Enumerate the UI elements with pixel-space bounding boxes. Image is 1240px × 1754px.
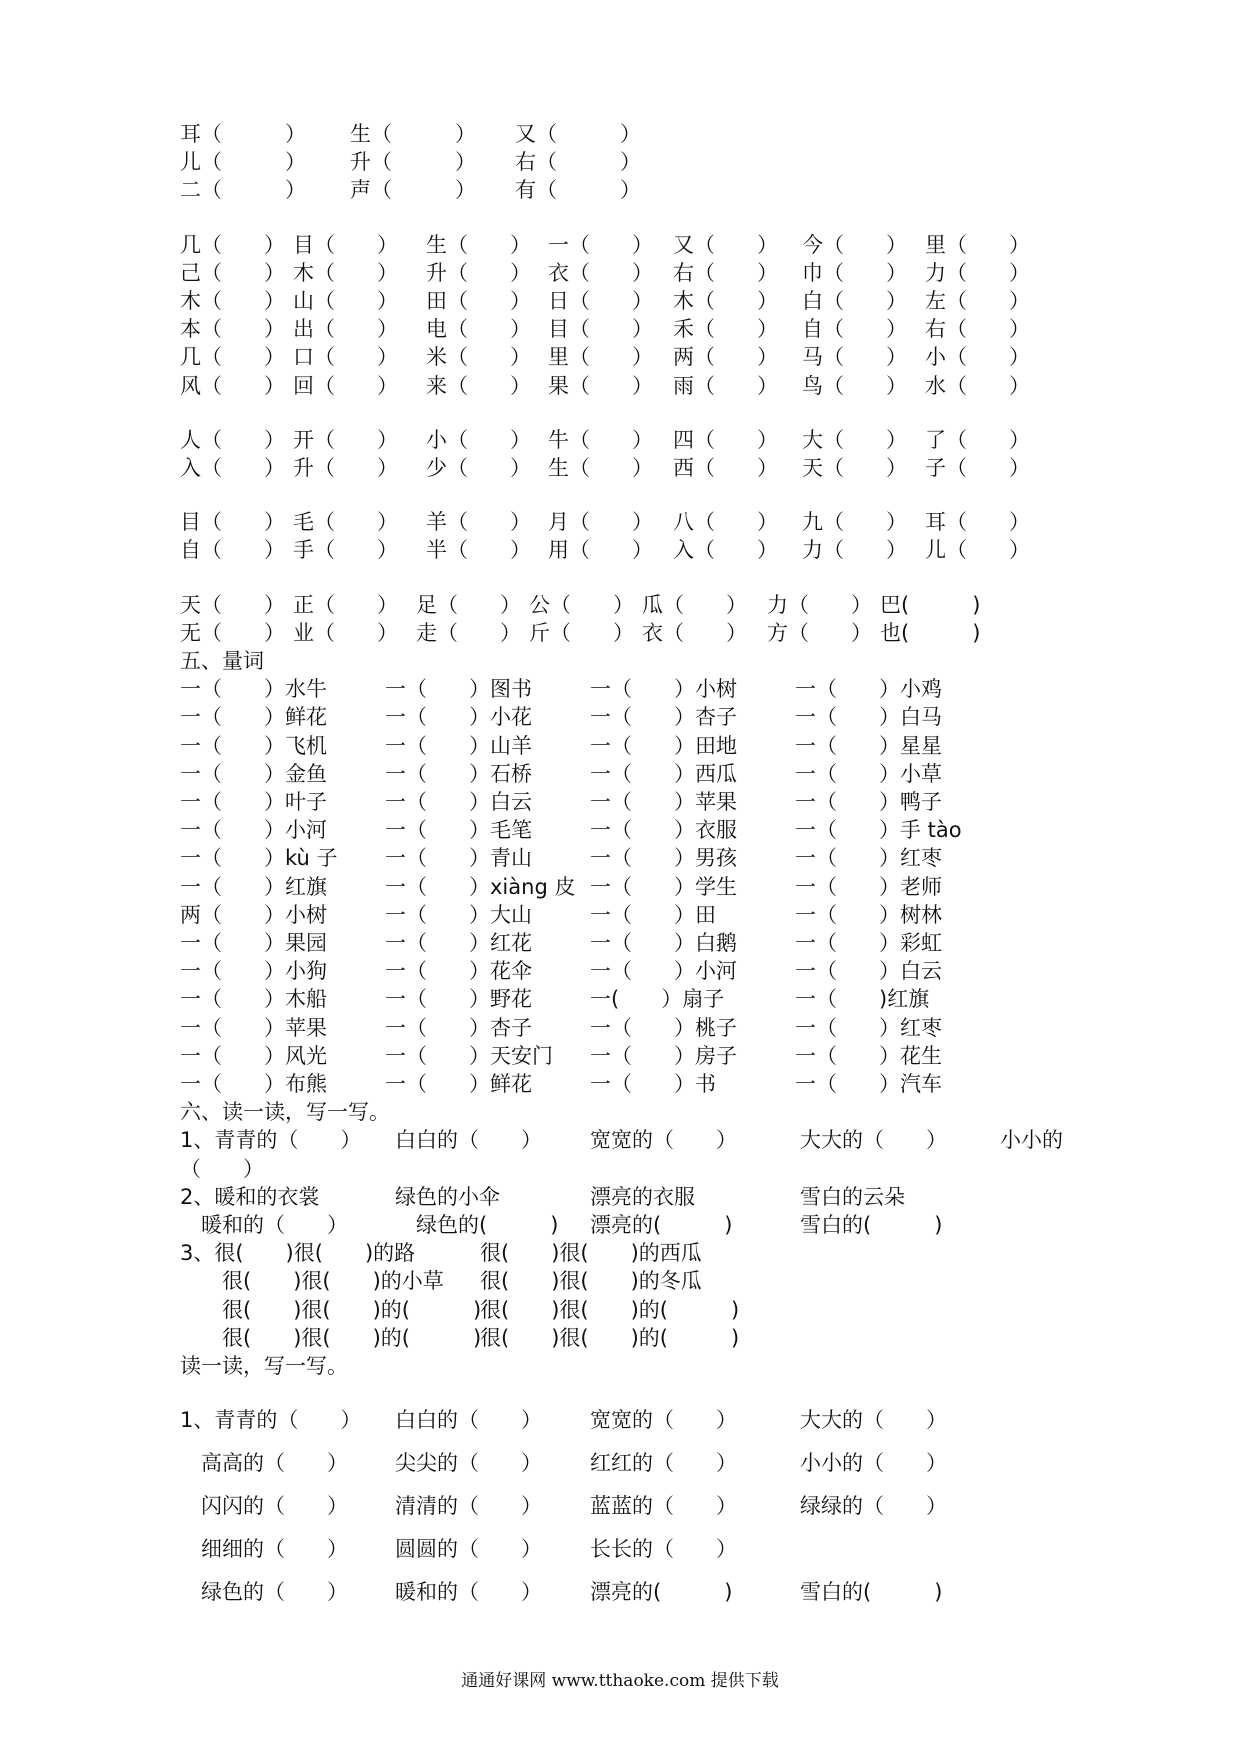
- fill-in-item: 一（ ）金鱼: [180, 761, 327, 786]
- fill-in-item: 一（ ）杏子: [385, 1015, 532, 1040]
- exercise-row: [180, 1211, 1080, 1239]
- fill-in-item: 手（ ）: [293, 538, 398, 563]
- fill-in-item: 本（ ）: [180, 317, 285, 342]
- fill-in-item: 九（ ）: [802, 510, 907, 535]
- exercise-row: [180, 372, 1080, 400]
- exercise-row: [180, 760, 1080, 788]
- fill-in-item: 一（ ）汽车: [795, 1072, 942, 1096]
- fill-in-item: 一（ ）红花: [385, 931, 532, 955]
- fill-in-item: 正（ ）: [293, 592, 398, 617]
- fill-in-item: 绿绿的（ ）: [800, 1494, 947, 1519]
- exercise-row: [180, 315, 1080, 343]
- fill-in-item: 右（ ）: [925, 317, 1030, 342]
- fill-in-item: 巴( ): [880, 592, 981, 617]
- exercise-row: [180, 873, 1080, 901]
- fill-in-item: 雪白的( ): [800, 1213, 943, 1237]
- exercise-row: [180, 1492, 1080, 1520]
- fill-in-item: 宽宽的（ ）: [590, 1408, 737, 1433]
- fill-in-item: 一（ ）小狗: [180, 959, 327, 984]
- fill-in-item: 暖和的（ ）: [180, 1213, 348, 1237]
- exercise-row: [180, 703, 1080, 731]
- fill-in-item: 出（ ）: [293, 317, 398, 342]
- fill-in-item: 左（ ）: [925, 289, 1030, 313]
- fill-in-item: 右（ ）: [673, 260, 778, 285]
- fill-in-item: 又（ ）: [673, 232, 778, 257]
- fill-in-item: 一（ )红旗: [795, 987, 930, 1012]
- fill-in-item: 一（ ）鲜花: [180, 705, 327, 730]
- fill-in-item: 耳（ ）: [180, 122, 306, 146]
- fill-in-item: 一（ ）小花: [385, 705, 532, 730]
- fill-in-item: 一（ ）花生: [795, 1043, 942, 1068]
- fill-in-item: 一（ ）苹果: [180, 1015, 327, 1040]
- fill-in-item: 足（ ）: [416, 592, 521, 617]
- fill-in-item: 一( ）扇子: [590, 987, 725, 1012]
- fill-in-item: 白白的（ ）: [395, 1408, 542, 1433]
- fill-in-item: 一（ ）: [548, 232, 653, 257]
- fill-in-item: 一（ ）房子: [590, 1043, 737, 1068]
- fill-in-item: 一（ ）水牛: [180, 677, 327, 702]
- fill-in-item: 绿色的( ): [395, 1213, 559, 1237]
- fill-in-item: 衣（ ）: [548, 260, 653, 285]
- exercise-row: [180, 426, 1080, 454]
- fill-in-item: 儿（ ）: [925, 538, 1030, 563]
- exercise-row: [180, 985, 1080, 1013]
- fill-in-item: 3、很( )很( )的路: [180, 1241, 416, 1266]
- fill-in-item: 公（ ）: [529, 592, 634, 617]
- fill-in-item: 圆圆的（ ）: [395, 1537, 542, 1562]
- fill-in-item: 木（ ）: [293, 260, 398, 285]
- fill-in-item: 很( )很( )的( ): [180, 1297, 482, 1322]
- fill-in-item: 一（ ）kù 子: [180, 846, 338, 871]
- fill-in-item: 一（ ）图书: [385, 677, 532, 702]
- fill-in-item: 一（ ）果园: [180, 931, 327, 955]
- fill-in-item: 业（ ）: [293, 620, 398, 645]
- fill-in-item: 1、青青的（ ）: [180, 1128, 362, 1153]
- fill-in-item: 开（ ）: [293, 427, 398, 452]
- fill-in-item: 白（ ）: [802, 289, 907, 313]
- fill-in-item: 一（ ）石桥: [385, 761, 532, 786]
- fill-in-item: 一（ ）小河: [590, 959, 737, 984]
- fill-in-item: 果（ ）: [548, 373, 653, 398]
- fill-in-item: 很( )很( )的( ): [180, 1325, 482, 1350]
- fill-in-item: 口（ ）: [293, 345, 398, 370]
- exercise-row: [180, 1070, 1080, 1098]
- section-heading: 五、量词: [180, 649, 264, 673]
- fill-in-item: 子（ ）: [925, 456, 1030, 480]
- fill-in-item: 一（ ）大山: [385, 902, 532, 927]
- fill-in-item: 大大的（ ）: [800, 1408, 947, 1433]
- fill-in-item: 很( )很( )的小草: [180, 1269, 444, 1294]
- fill-in-item: 巾（ ）: [802, 260, 907, 285]
- exercise-row: [180, 176, 1080, 204]
- fill-in-item: 瓜（ ）: [642, 592, 747, 617]
- fill-in-item: 一（ ）小草: [795, 761, 942, 786]
- fill-in-item: 衣（ ）: [642, 620, 747, 645]
- fill-in-item: 一（ ）西瓜: [590, 761, 737, 786]
- exercise-row: [180, 591, 1080, 619]
- fill-in-item: 一（ ）青山: [385, 846, 532, 871]
- fill-in-item: 西（ ）: [673, 456, 778, 480]
- fill-in-item: 木（ ）: [673, 289, 778, 313]
- fill-in-item: 两（ ）小树: [180, 902, 327, 927]
- fill-in-item: 宽宽的（ ）: [590, 1128, 737, 1153]
- fill-in-item: 绿色的小伞: [395, 1184, 500, 1209]
- fill-in-item: 一（ ）杏子: [590, 705, 737, 730]
- fill-in-item: 鸟（ ）: [802, 373, 907, 398]
- fill-in-item: 禾（ ）: [673, 317, 778, 342]
- fill-in-item: 长长的（ ）: [590, 1537, 737, 1562]
- fill-in-item: 一（ ）桃子: [590, 1015, 737, 1040]
- fill-in-item: 又（ ）: [515, 122, 641, 146]
- exercise-row: [180, 1239, 1080, 1267]
- fill-in-item: 一（ ）山羊: [385, 733, 532, 758]
- fill-in-item: 声（ ）: [350, 178, 476, 203]
- fill-in-item: 风（ ）: [180, 373, 285, 398]
- fill-in-item: 己（ ）: [180, 260, 285, 285]
- fill-in-item: 里（ ）: [925, 232, 1030, 257]
- fill-in-item: 一（ ）红枣: [795, 846, 942, 871]
- fill-in-item: 生（ ）: [426, 232, 531, 257]
- fill-in-item: 一（ ）飞机: [180, 733, 327, 758]
- fill-in-item: 一（ ）老师: [795, 874, 942, 899]
- fill-in-item: 尖尖的（ ）: [395, 1451, 542, 1476]
- fill-in-item: 自（ ）: [802, 317, 907, 342]
- fill-in-item: 牛（ ）: [548, 427, 653, 452]
- fill-in-item: 闪闪的（ ）: [180, 1494, 348, 1519]
- fill-in-item: 生（ ）: [548, 456, 653, 480]
- exercise-row: [180, 957, 1080, 985]
- fill-in-item: 一（ ）毛笔: [385, 818, 532, 843]
- fill-in-item: 一（ ）xiàng 皮: [385, 874, 576, 899]
- fill-in-item: 升（ ）: [426, 260, 531, 285]
- fill-in-item: 很( )很( )的( ): [480, 1325, 740, 1350]
- fill-in-item: 一（ ）衣服: [590, 818, 737, 843]
- fill-in-item: 小（ ）: [925, 345, 1030, 370]
- exercise-row: [180, 1535, 1080, 1563]
- exercise-row: [180, 536, 1080, 564]
- fill-in-item: 一（ ）小树: [590, 677, 737, 702]
- fill-in-item: 雪白的( ): [800, 1580, 943, 1605]
- fill-in-item: 力（ ）: [802, 538, 907, 563]
- fill-in-item: 羊（ ）: [426, 510, 531, 535]
- fill-in-item: 少（ ）: [426, 456, 531, 480]
- fill-in-item: 日（ ）: [548, 289, 653, 313]
- fill-in-item: 方（ ）: [767, 620, 872, 645]
- exercise-row: [180, 1406, 1080, 1434]
- fill-in-item: 一（ ）学生: [590, 874, 737, 899]
- fill-in-item: 一（ ）白云: [795, 959, 942, 984]
- fill-in-item: 木（ ）: [180, 289, 285, 313]
- fill-in-item: 一（ ）野花: [385, 987, 532, 1012]
- exercise-row: [180, 816, 1080, 844]
- fill-in-item: 大大的（ ）: [800, 1128, 947, 1153]
- fill-in-item: 两（ ）: [673, 345, 778, 370]
- fill-in-item: 入（ ）: [673, 538, 778, 563]
- fill-in-item: 小小的: [1000, 1128, 1063, 1153]
- exercise-row: [180, 619, 1080, 647]
- fill-in-item: 儿（ ）: [180, 150, 306, 175]
- fill-in-item: 漂亮的( ): [590, 1213, 733, 1237]
- exercise-row: [180, 454, 1080, 482]
- fill-in-item: 一（ ）布熊: [180, 1072, 327, 1096]
- fill-in-item: 无（ ）: [180, 620, 285, 645]
- fill-in-item: 清清的（ ）: [395, 1494, 542, 1519]
- fill-in-item: 来（ ）: [426, 373, 531, 398]
- fill-in-item: 雪白的云朵: [800, 1184, 905, 1209]
- fill-in-item: 自（ ）: [180, 538, 285, 563]
- fill-in-item: 一（ ）红旗: [180, 874, 327, 899]
- fill-in-item: 漂亮的衣服: [590, 1184, 695, 1209]
- fill-in-item: 一（ ）鲜花: [385, 1072, 532, 1096]
- fill-in-item: 漂亮的( ): [590, 1580, 733, 1605]
- fill-in-item: 一（ ）花伞: [385, 959, 532, 984]
- fill-in-item: 一（ ）天安门: [385, 1043, 553, 1068]
- fill-in-item: （ ）: [180, 1156, 264, 1181]
- fill-in-item: 一（ ）彩虹: [795, 931, 942, 955]
- fill-in-item: 力（ ）: [925, 260, 1030, 285]
- exercise-row: [180, 1183, 1080, 1211]
- exercise-row: [180, 1155, 1080, 1183]
- fill-in-item: 天（ ）: [180, 592, 285, 617]
- fill-in-item: 很( )很( )的( ): [480, 1297, 740, 1322]
- fill-in-item: 斤（ ）: [529, 620, 634, 645]
- exercise-row: [180, 732, 1080, 760]
- fill-in-item: 一（ ）手 tào: [795, 818, 962, 843]
- fill-in-item: 今（ ）: [802, 232, 907, 257]
- exercise-row: [180, 287, 1080, 315]
- fill-in-item: 走（ ）: [416, 620, 521, 645]
- exercise-row: [180, 675, 1080, 703]
- fill-in-item: 一（ ）树林: [795, 902, 942, 927]
- fill-in-item: 绿色的（ ）: [180, 1580, 348, 1605]
- fill-in-item: 目（ ）: [293, 232, 398, 257]
- fill-in-item: 山（ ）: [293, 289, 398, 313]
- fill-in-item: 入（ ）: [180, 456, 285, 480]
- fill-in-item: 里（ ）: [548, 345, 653, 370]
- fill-in-item: 一（ ）书: [590, 1072, 716, 1096]
- fill-in-item: 月（ ）: [548, 510, 653, 535]
- fill-in-item: 白白的（ ）: [395, 1128, 542, 1153]
- fill-in-item: 升（ ）: [350, 150, 476, 175]
- fill-in-item: 一（ ）白马: [795, 705, 942, 730]
- fill-in-item: 也( ): [880, 620, 981, 645]
- fill-in-item: 一（ ）男孩: [590, 846, 737, 871]
- exercise-row: [180, 1578, 1080, 1606]
- fill-in-item: 几（ ）: [180, 232, 285, 257]
- section-heading: 六、读一读，写一写。: [180, 1100, 390, 1125]
- fill-in-item: 很( )很( )的西瓜: [480, 1241, 702, 1266]
- fill-in-item: 八（ ）: [673, 510, 778, 535]
- fill-in-item: 马（ ）: [802, 345, 907, 370]
- fill-in-item: 一（ ）白鹅: [590, 931, 737, 955]
- exercise-row: [180, 259, 1080, 287]
- fill-in-item: 一（ ）鸭子: [795, 790, 942, 814]
- exercise-row: [180, 148, 1080, 176]
- fill-in-item: 电（ ）: [426, 317, 531, 342]
- fill-in-item: 一（ ）叶子: [180, 790, 327, 814]
- fill-in-item: 一（ ）红枣: [795, 1015, 942, 1040]
- fill-in-item: 2、暖和的衣裳: [180, 1184, 320, 1209]
- fill-in-item: 一（ ）小河: [180, 818, 327, 843]
- fill-in-item: 一（ ）风光: [180, 1043, 327, 1068]
- fill-in-item: 回（ ）: [293, 373, 398, 398]
- fill-in-item: 一（ ）白云: [385, 790, 532, 814]
- fill-in-item: 1、青青的（ ）: [180, 1408, 362, 1433]
- fill-in-item: 水（ ）: [925, 373, 1030, 398]
- fill-in-item: 大（ ）: [802, 427, 907, 452]
- exercise-row: [180, 901, 1080, 929]
- fill-in-item: 耳（ ）: [925, 510, 1030, 535]
- page-footer: 通通好课网 www.tthaoke.com 提供下载: [461, 1671, 779, 1691]
- fill-in-item: 一（ ）田地: [590, 733, 737, 758]
- exercise-row: [180, 1014, 1080, 1042]
- exercise-row: [180, 1042, 1080, 1070]
- fill-in-item: 升（ ）: [293, 456, 398, 480]
- fill-in-item: 红红的（ ）: [590, 1451, 737, 1476]
- fill-in-item: 右（ ）: [515, 150, 641, 175]
- exercise-row: [180, 1324, 1080, 1352]
- fill-in-item: 生（ ）: [350, 122, 476, 146]
- fill-in-item: 田（ ）: [426, 289, 531, 313]
- exercise-row: [180, 844, 1080, 872]
- fill-in-item: 很( )很( )的冬瓜: [480, 1269, 702, 1294]
- fill-in-item: 了（ ）: [925, 427, 1030, 452]
- exercise-row: [180, 1267, 1080, 1295]
- section-heading: 读一读，写一写。: [180, 1354, 348, 1378]
- fill-in-item: 目（ ）: [548, 317, 653, 342]
- exercise-row: [180, 788, 1080, 816]
- fill-in-item: 一（ ）星星: [795, 733, 942, 758]
- fill-in-item: 毛（ ）: [293, 510, 398, 535]
- fill-in-item: 目（ ）: [180, 510, 285, 535]
- exercise-row: [180, 120, 1080, 148]
- fill-in-item: 一（ ）木船: [180, 987, 327, 1012]
- fill-in-item: 雨（ ）: [673, 373, 778, 398]
- exercise-row: [180, 1296, 1080, 1324]
- fill-in-item: 细细的（ ）: [180, 1537, 348, 1562]
- exercise-row: [180, 1126, 1080, 1154]
- fill-in-item: 天（ ）: [802, 456, 907, 480]
- exercise-row: [180, 1449, 1080, 1477]
- fill-in-item: 有（ ）: [515, 178, 641, 203]
- fill-in-item: 一（ ）小鸡: [795, 677, 942, 702]
- exercise-row: [180, 508, 1080, 536]
- fill-in-item: 力（ ）: [767, 592, 872, 617]
- fill-in-item: 米（ ）: [426, 345, 531, 370]
- fill-in-item: 四（ ）: [673, 427, 778, 452]
- exercise-row: [180, 929, 1080, 957]
- fill-in-item: 人（ ）: [180, 427, 285, 452]
- fill-in-item: 蓝蓝的（ ）: [590, 1494, 737, 1519]
- exercise-row: [180, 343, 1080, 371]
- fill-in-item: 用（ ）: [548, 538, 653, 563]
- fill-in-item: 半（ ）: [426, 538, 531, 563]
- fill-in-item: 一（ ）田: [590, 902, 716, 927]
- fill-in-item: 小小的（ ）: [800, 1451, 947, 1476]
- fill-in-item: 小（ ）: [426, 427, 531, 452]
- fill-in-item: 二（ ）: [180, 178, 306, 203]
- fill-in-item: 一（ ）苹果: [590, 790, 737, 814]
- fill-in-item: 高高的（ ）: [180, 1451, 348, 1476]
- fill-in-item: 几（ ）: [180, 345, 285, 370]
- fill-in-item: 暖和的（ ）: [395, 1580, 542, 1605]
- exercise-row: [180, 231, 1080, 259]
